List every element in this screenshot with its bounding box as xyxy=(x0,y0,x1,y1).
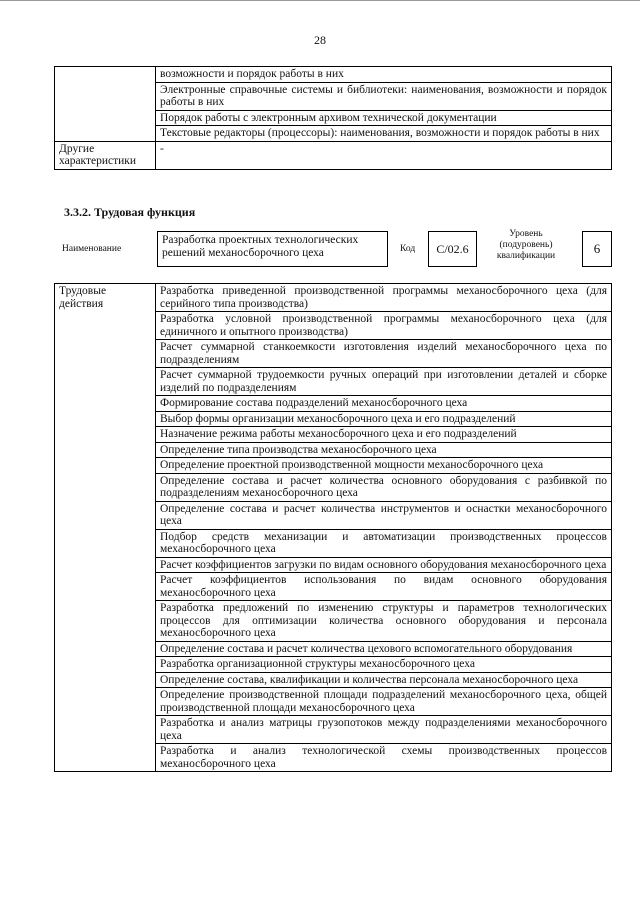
labor-action-item: Разработка и анализ матрицы грузопотоков между подразделениями механосборочного цеха xyxy=(156,716,612,744)
qualification-level-box: 6 xyxy=(582,231,612,267)
labor-action-item: Назначение режима работы механосборочного цеха и его подразделений xyxy=(156,427,612,443)
labor-action-item: Разработка и анализ технологической схемы производственных процессов механосборочного цеха xyxy=(156,744,612,772)
labor-actions-label: Трудовые действия xyxy=(55,284,156,772)
labor-action-item: Подбор средств механизации и автоматизации производственных процессов механосборочного цеха xyxy=(156,529,612,557)
labor-action-item: Определение производственной площади подразделений механосборочного цеха, общей производственной площади механосборочного цеха xyxy=(156,688,612,716)
table-row xyxy=(55,141,612,169)
name-label: Наименование xyxy=(62,244,122,254)
labor-action-item: Определение состава и расчет количества инструментов и оснастки механосборочного цеха xyxy=(156,501,612,529)
labor-action-item: Расчет суммарной станкоемкости изготовления изделий механосборочного цеха по подразделениям xyxy=(156,340,612,368)
function-name-box: Разработка проектных технологических решений механосборочного цеха xyxy=(157,231,388,267)
labor-actions-table xyxy=(54,283,612,772)
other-characteristics-label: Другие характеристики xyxy=(55,141,156,169)
function-code-box: С/02.6 xyxy=(428,231,477,267)
table-cell: Порядок работы с электронным архивом технической документации xyxy=(156,110,612,126)
labor-action-item: Расчет коэффициентов использования по видам основного оборудования механосборочного цеха xyxy=(156,573,612,601)
labor-action-item: Формирование состава подразделений механосборочного цеха xyxy=(156,396,612,412)
labor-action-item: Определение типа производства механосборочного цеха xyxy=(156,442,612,458)
section-heading: 3.3.2. Трудовая функция xyxy=(64,205,196,219)
labor-action-item: Выбор формы организации механосборочного цеха и его подразделений xyxy=(156,411,612,427)
labor-action-item: Разработка предложений по изменению структуры и параметров технологических процессов для оптимизации количества основного оборудования и персонала механосборочного цеха xyxy=(156,601,612,642)
level-label: Уровень (подуровень) квалификации xyxy=(496,229,556,261)
labor-action-item: Разработка приведенной производственной программы механосборочного цеха (для серийного типа производства) xyxy=(156,284,612,312)
labor-action-item: Разработка условной производственной программы механосборочного цеха (для единичного и опытного производства) xyxy=(156,312,612,340)
labor-action-item: Определение состава и расчет количества цехового вспомогательного оборудования xyxy=(156,641,612,657)
table-cell: Текстовые редакторы (процессоры): наименования, возможности и порядок работы в них xyxy=(156,126,612,142)
labor-action-item: Разработка организационной структуры механосборочного цеха xyxy=(156,657,612,673)
labor-action-item: Определение состава, квалификации и количества персонала механосборочного цеха xyxy=(156,672,612,688)
other-characteristics-value: - xyxy=(156,141,612,169)
page-number: 28 xyxy=(314,33,326,47)
empty-label-cell xyxy=(55,67,156,142)
labor-action-item: Определение проектной производственной мощности механосборочного цеха xyxy=(156,458,612,474)
table-cell: возможности и порядок работы в них xyxy=(156,67,612,83)
labor-action-item: Определение состава и расчет количества основного оборудования с разбивкой по подразделениям механосборочного цеха xyxy=(156,473,612,501)
table-cell: Электронные справочные системы и библиотеки: наименования, возможности и порядок работы в них xyxy=(156,82,612,110)
labor-action-item: Расчет коэффициентов загрузки по видам основного оборудования механосборочного цеха xyxy=(156,557,612,573)
table-row xyxy=(55,67,612,83)
table-row xyxy=(55,284,612,312)
code-label: Код xyxy=(400,244,416,254)
top-continuation-table xyxy=(54,66,612,170)
labor-action-item: Расчет суммарной трудоемкости ручных операций при изготовлении деталей и сборке изделий по подразделениям xyxy=(156,368,612,396)
page-top-rule xyxy=(0,0,640,1)
